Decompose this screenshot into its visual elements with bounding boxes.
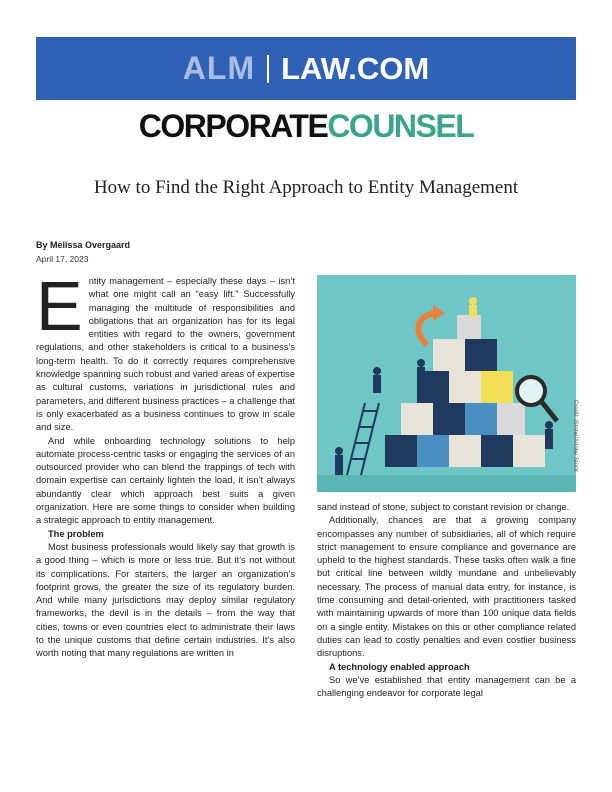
drop-cap: E xyxy=(36,267,83,345)
paragraph-intro: ntity management – especially these days – isn’t what one might call an “easy lift.” Successfully managing the multitude of responsibilities and obligations that an organization has for its legal entities with regard to the owners, government regulations, and other stakeholders is critical to a business’s long-term health. To do it correctly requires comprehensive knowledge spanning such robust and varied areas of expertise as cultural customs, variations in jurisdictional rules and parameters, and different business practices – a challenge that is only exacerbated as a business continues to grow in scale and size. xyxy=(36,276,295,433)
left-column xyxy=(36,267,295,661)
logo-divider xyxy=(267,55,269,83)
right-column xyxy=(317,501,576,700)
heading-technology: A technology enabled approach xyxy=(329,661,470,672)
illustration-ground xyxy=(317,475,576,492)
publication-logo xyxy=(0,106,612,146)
law-com-logo: LAW.COM xyxy=(281,50,430,86)
publication-logo-part2: COUNSEL xyxy=(327,108,474,144)
magnifier-icon xyxy=(517,377,545,405)
publication-logo-part1: CORPORATE xyxy=(138,108,328,144)
paragraph-subsidiaries: Additionally, chances are that a growing company encompasses any number of subsidiaries, all of which require strict management to ensure compliance and governance are upheld to the highest standards. These tasks often walk a fine but critical line between wildly mundane and unbelievably necessary. The process of manual data entry, for instance, is time consuming and detail-oriented, with practitioners tasked with maintaining upwards of more than 100 unique data fields on a single entity. Mistakes on this or other compliance related duties can lead to costly penalties and even costlier business disruptions. xyxy=(317,515,576,659)
masthead-banner xyxy=(36,37,576,100)
article-title: How to Find the Right Approach to Entity Management xyxy=(93,177,519,198)
alm-logo: ALM xyxy=(182,50,256,86)
heading-problem: The problem xyxy=(48,528,104,539)
paragraph-onboarding: And while onboarding technology solutions to help automate process-centric tasks or engaging the services of an outsourced provider who can blend the trappings of tech with domain expertise can certainly lighten the load, it isn’t always abundantly clear which approach best suits a given organization. Here are some things to consider when building a strategic approach to entity management. xyxy=(36,435,295,526)
paragraph-growth: Most business professionals would likely say that growth is a good thing – which is more or less true. But it’s not without its complications. For starters, the larger an organization’s footprint grows, the greater the size of its regulatory burden. And while many jurisdictions may deploy similar regulatory frameworks, the devil is in the details – from the way that cities, towns or even countries elect to administrate their laws to the unique customs that define certain industries. It’s also worth noting that many regulations are written in xyxy=(36,541,295,659)
article-date: April 17, 2023 xyxy=(36,254,89,264)
illustration-credit: Credit: iStone/Adobe Stock xyxy=(572,400,578,473)
puzzle-illustration xyxy=(317,275,576,492)
article-illustration xyxy=(317,275,576,492)
paragraph-growth-continued: sand instead of stone, subject to constant revision or change. xyxy=(317,502,570,512)
article-byline: By Melissa Overgaard xyxy=(36,240,131,250)
paragraph-established: So we’ve established that entity management can be a challenging endeavor for corporate legal xyxy=(317,674,576,699)
